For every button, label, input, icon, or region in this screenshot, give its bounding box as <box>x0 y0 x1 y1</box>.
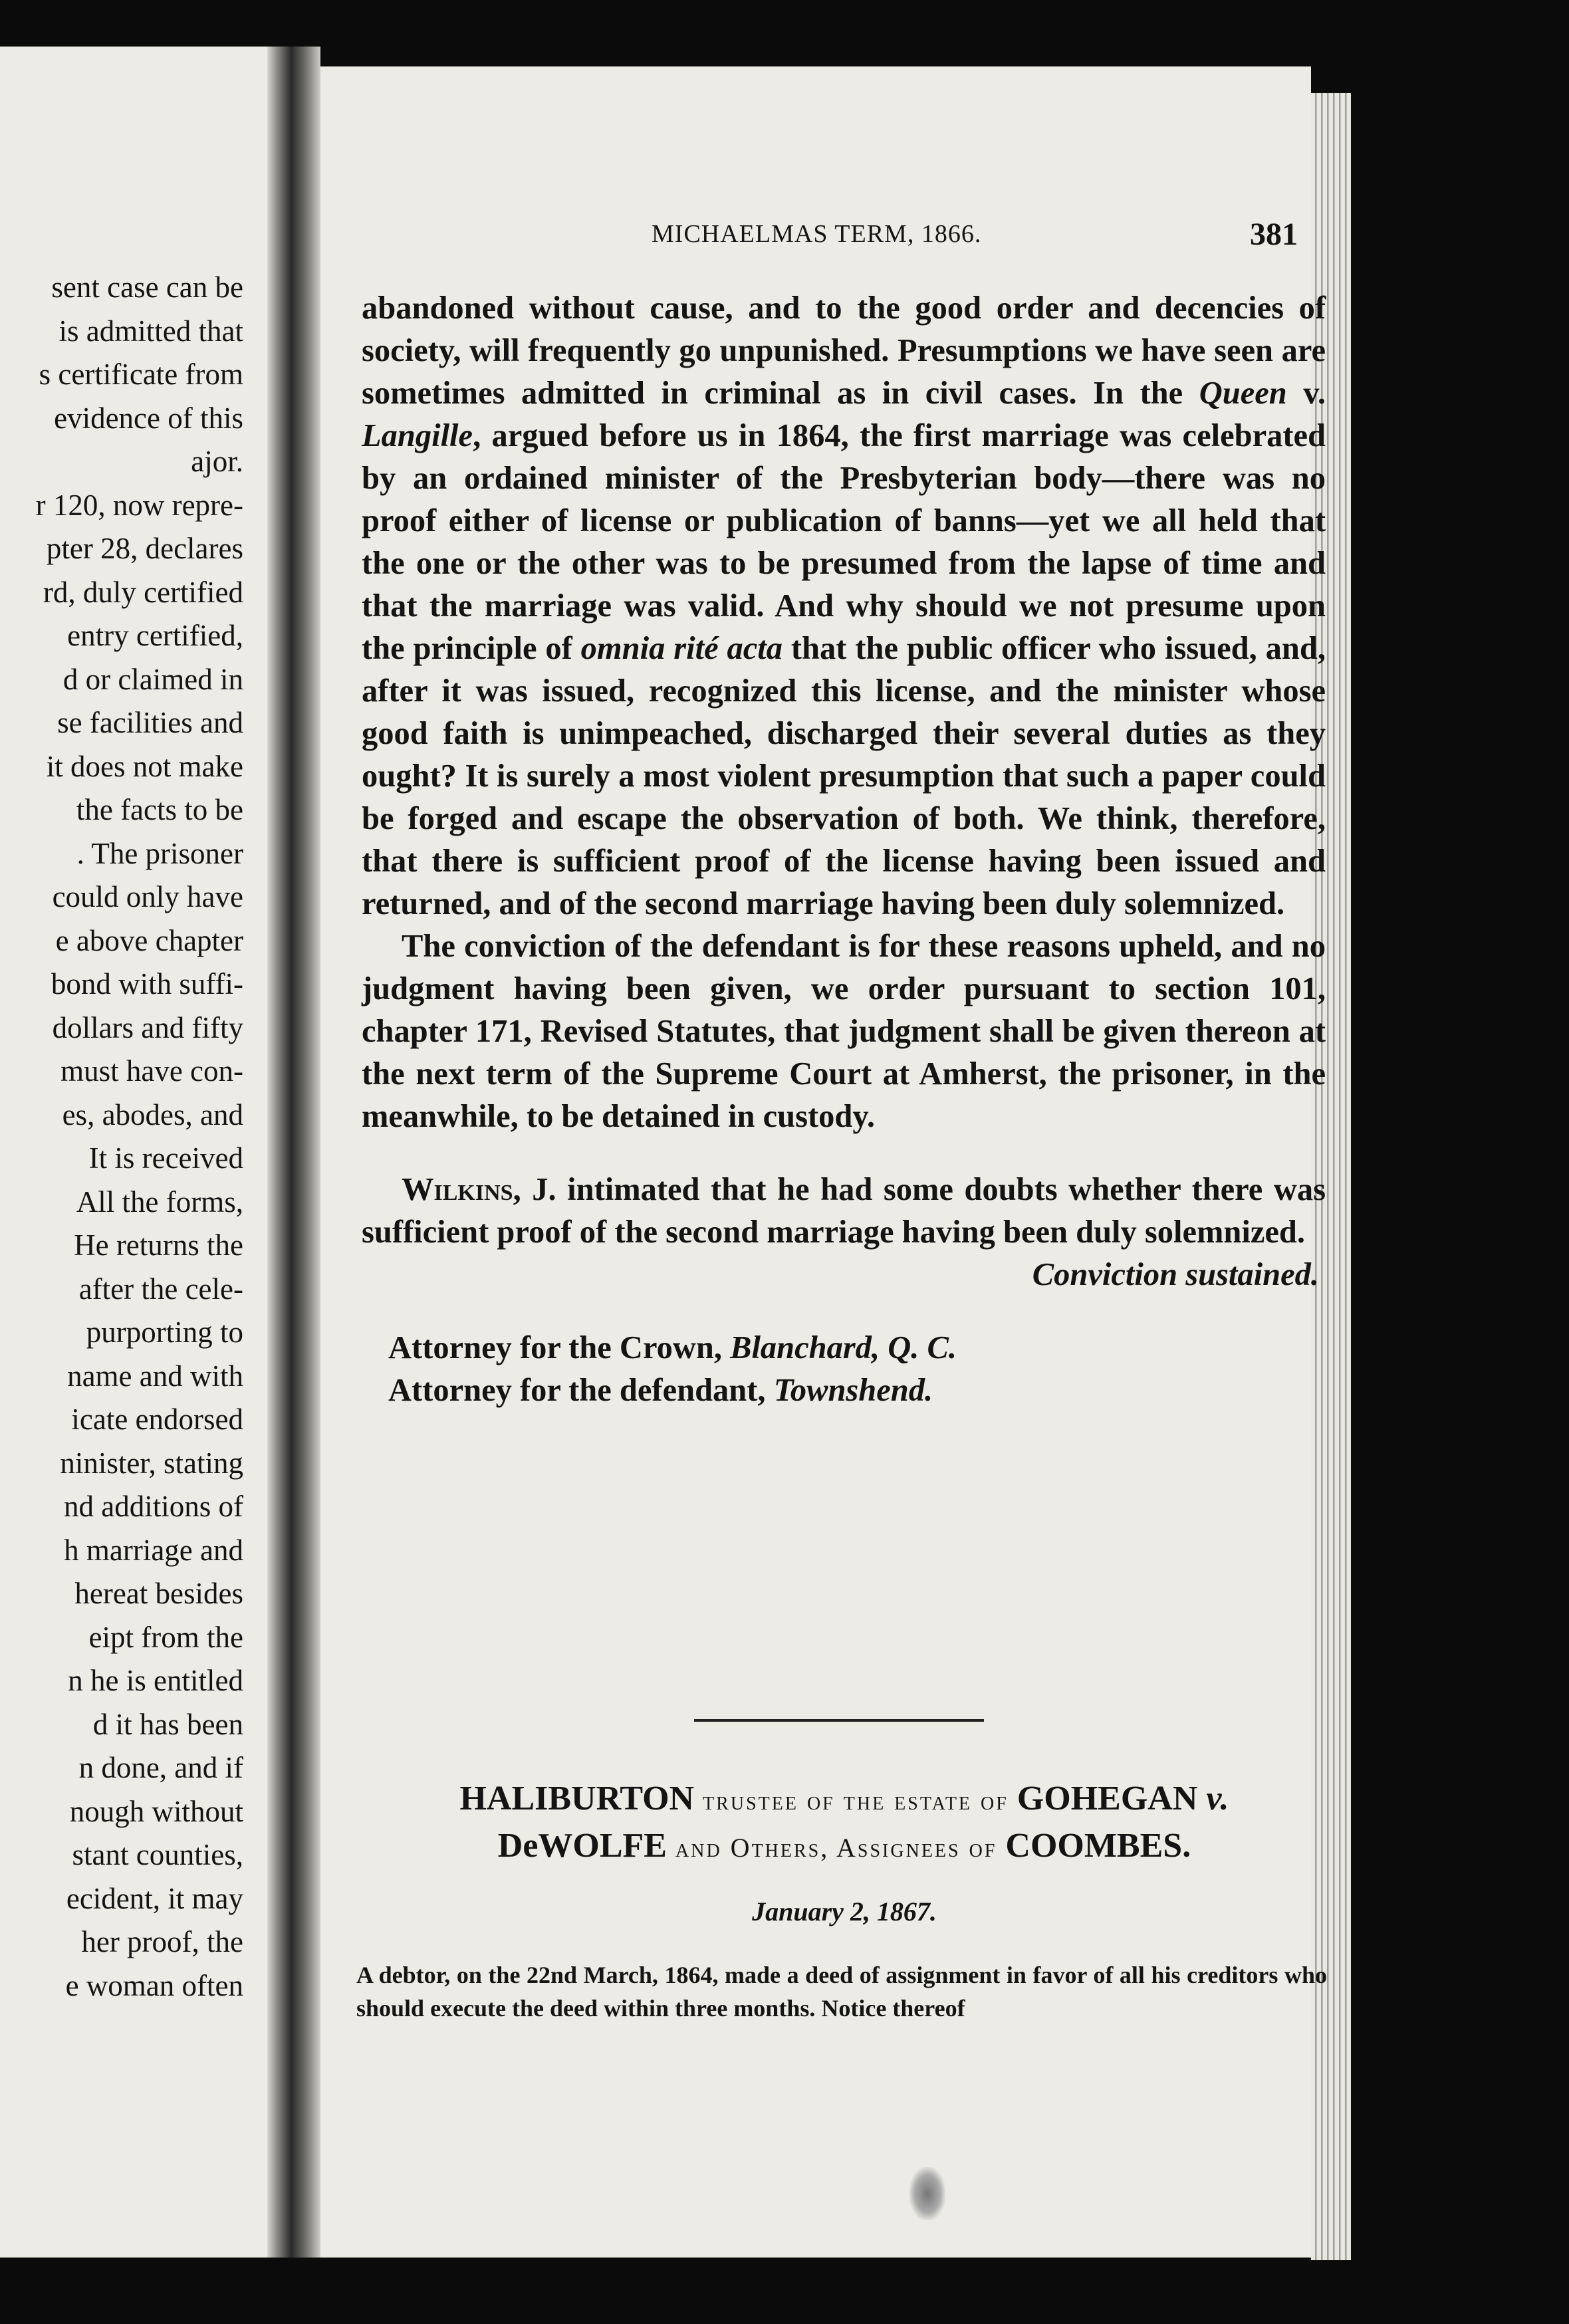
left-page-line: r 120, now repre- <box>35 488 243 522</box>
left-page-line: bond with suffi- <box>51 967 243 1000</box>
left-page-line: it does not make <box>46 749 243 783</box>
left-page-line: evidence of this <box>54 401 243 435</box>
text-run: that the public officer who issued, and, after it was issued, recognized this license, and the minister whose good faith is unimpeached, discharged their several duties as they ought? It is surely a most violent presumption that such a paper could be forged and escape the observation of both. We think, therefore, that there is sufficient proof of the license having been issued and returned, and of the second marriage having been duly solemnized. <box>362 631 1326 921</box>
left-page-line: must have con- <box>60 1054 243 1088</box>
paragraph-1 <box>362 287 1326 925</box>
case-title <box>359 1776 1330 1871</box>
text-run: , J. intimated that he had some doubts whether there was sufficient proof of the second marriage having been duly solemnized. <box>362 1172 1326 1250</box>
left-page-line: rd, duly certified <box>43 575 243 609</box>
left-page-line: pter 28, declares <box>46 532 243 565</box>
party-name: GOHEGAN <box>1017 1780 1198 1817</box>
versus: v. <box>1197 1780 1229 1817</box>
latin-phrase: omnia rité acta <box>580 631 783 666</box>
left-page-line: purporting to <box>86 1316 243 1349</box>
left-page-line: eipt from the <box>88 1620 243 1654</box>
left-page-line: es, abodes, and <box>62 1098 243 1131</box>
left-page-line: ecident, it may <box>66 1881 243 1915</box>
left-page-line: dollars and fifty <box>52 1010 243 1044</box>
left-page-text <box>0 266 243 2008</box>
left-page-line: . The prisoner <box>76 836 243 870</box>
text-run: abandoned without cause, and to the good order and decencies of society, will frequently go unpunished. Presumptions we have seen are sometimes admitted in criminal as in civil cases. In the <box>362 290 1326 411</box>
left-page-line: name and with <box>67 1359 243 1393</box>
left-page-line: n done, and if <box>78 1751 243 1784</box>
label: Attorney for the Crown, <box>388 1330 731 1365</box>
left-page-line: sent case can be <box>51 271 243 304</box>
paragraph-2: The conviction of the defendant is for these reasons upheld, and no judgment having been given, we order pursuant to section 101, chapter 171, Revised Statutes, that judgment shall be given thereon at the next term of the Supreme Court at Amherst, the prisoner, in the meanwhile, to be detained in custody. <box>362 929 1326 1134</box>
page-number: 381 <box>1250 217 1298 252</box>
left-page-line: her proof, the <box>81 1925 243 1958</box>
party-name: COOMBES. <box>1005 1827 1191 1865</box>
left-page-line: entry certified, <box>67 619 243 652</box>
text-run: , argued before us in 1864, the first marriage was celebrated by an ordained minister of the Presbyterian body—there was no proof either of license or publication of banns—yet we all held that the one or the other was to be presumed from the lapse of time and that the marriage was valid. And why should we not presume upon the principle of <box>362 418 1326 666</box>
headnote: A debtor, on the 22nd March, 1864, made a deed of assignment in favor of all his creditors who should execute the deed within three months. Notice thereof <box>356 1962 1327 2022</box>
left-page-line: e above chapter <box>55 923 243 957</box>
text-run: v. <box>1286 376 1326 411</box>
left-page-line: is admitted that <box>59 314 243 348</box>
text-run: and Others, Assignees of <box>667 1833 1006 1863</box>
left-page-line: It is received <box>88 1141 243 1175</box>
left-page-line: could only have <box>52 880 243 913</box>
left-page-line: s certificate from <box>39 358 243 391</box>
left-page-line: n he is entitled <box>68 1664 243 1697</box>
left-page-line: se facilities and <box>57 706 243 739</box>
case-title-line-2 <box>359 1823 1330 1871</box>
attorney-name: Blanchard, Q. C. <box>730 1330 957 1365</box>
left-page <box>0 47 267 2258</box>
paragraph-3 <box>362 1169 1326 1254</box>
case-name: Langille <box>362 418 473 453</box>
left-page-line: ajor. <box>191 445 243 478</box>
section-divider <box>694 1719 984 1722</box>
case-title-line-1 <box>359 1776 1330 1823</box>
left-page-line: All the forms, <box>76 1185 243 1219</box>
case-name: Queen <box>1199 376 1287 411</box>
text-run: trustee of the estate of <box>694 1786 1017 1815</box>
left-page-line: He returns the <box>74 1228 243 1262</box>
left-page-line: nd additions of <box>64 1490 243 1523</box>
left-page-line: hereat besides <box>74 1577 243 1610</box>
attorney-defendant <box>362 1369 1326 1412</box>
case-date: January 2, 1867. <box>752 1897 937 1926</box>
result-line: Conviction sustained. <box>1032 1257 1319 1292</box>
left-page-line: after the cele- <box>78 1272 243 1306</box>
attorney-crown <box>362 1327 1326 1369</box>
left-page-line: d or claimed in <box>62 662 243 696</box>
left-page-line: d it has been <box>92 1707 243 1741</box>
judge-name: Wilkins <box>402 1172 513 1207</box>
left-page-line: e woman often <box>65 1968 243 2002</box>
left-page-line: nough without <box>69 1794 243 1828</box>
label: Attorney for the defendant, <box>388 1373 774 1408</box>
ink-smudge <box>909 2167 945 2220</box>
attorney-name: Townshend. <box>773 1373 933 1408</box>
left-page-line: h marriage and <box>64 1533 243 1567</box>
running-header: MICHAELMAS TERM, 1866. <box>652 220 982 248</box>
party-name: DeWOLFE <box>497 1827 667 1865</box>
party-name: HALIBURTON <box>459 1780 695 1817</box>
book-gutter <box>267 47 320 2258</box>
left-page-line: stant counties, <box>72 1838 243 1871</box>
body-text <box>362 287 1326 1412</box>
left-page-line: icate endorsed <box>71 1403 243 1436</box>
left-page-line: ninister, stating <box>60 1446 243 1480</box>
left-page-line: the facts to be <box>76 793 243 826</box>
